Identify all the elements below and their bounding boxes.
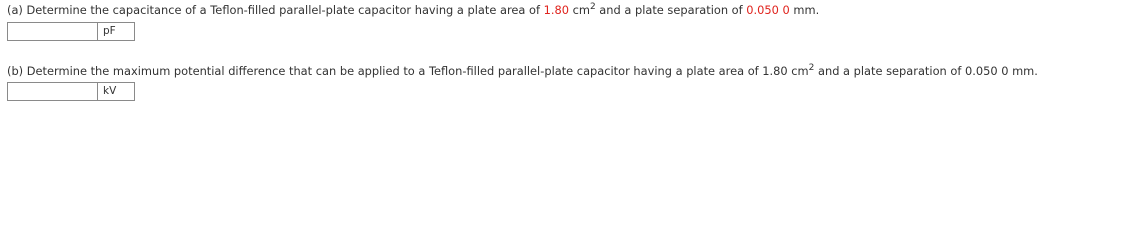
answer-a-unit-label: pF <box>103 25 116 37</box>
question-b-text <box>7 64 1038 78</box>
question-a-text <box>7 3 819 17</box>
question-a-separation-value: 0.050 0 <box>746 3 790 17</box>
question-b-area-exponent: 2 <box>808 63 815 73</box>
question-b-prefix: (b) Determine the maximum potential difference that can be applied to a Teflon-filled parallel-plate capacitor having a plate area of 1.80 cm <box>7 64 809 78</box>
question-a-middle: and a plate separation of <box>595 3 747 17</box>
question-b-suffix: and a plate separation of 0.050 0 mm. <box>814 64 1038 78</box>
answer-b-unit-box <box>98 82 135 101</box>
question-a-prefix: (a) Determine the capacitance of a Teflon-filled parallel-plate capacitor having a plate area of <box>7 3 544 17</box>
question-a-area-exponent: 2 <box>589 2 596 12</box>
answer-a-input[interactable] <box>7 22 98 41</box>
question-a-area-unit: cm <box>568 3 590 17</box>
question-a-area-value: 1.80 <box>543 3 569 17</box>
answer-b-unit-label: kV <box>103 85 117 97</box>
answer-a-unit-box <box>98 22 135 41</box>
question-a-suffix: mm. <box>789 3 820 17</box>
answer-b-input[interactable] <box>7 82 98 101</box>
